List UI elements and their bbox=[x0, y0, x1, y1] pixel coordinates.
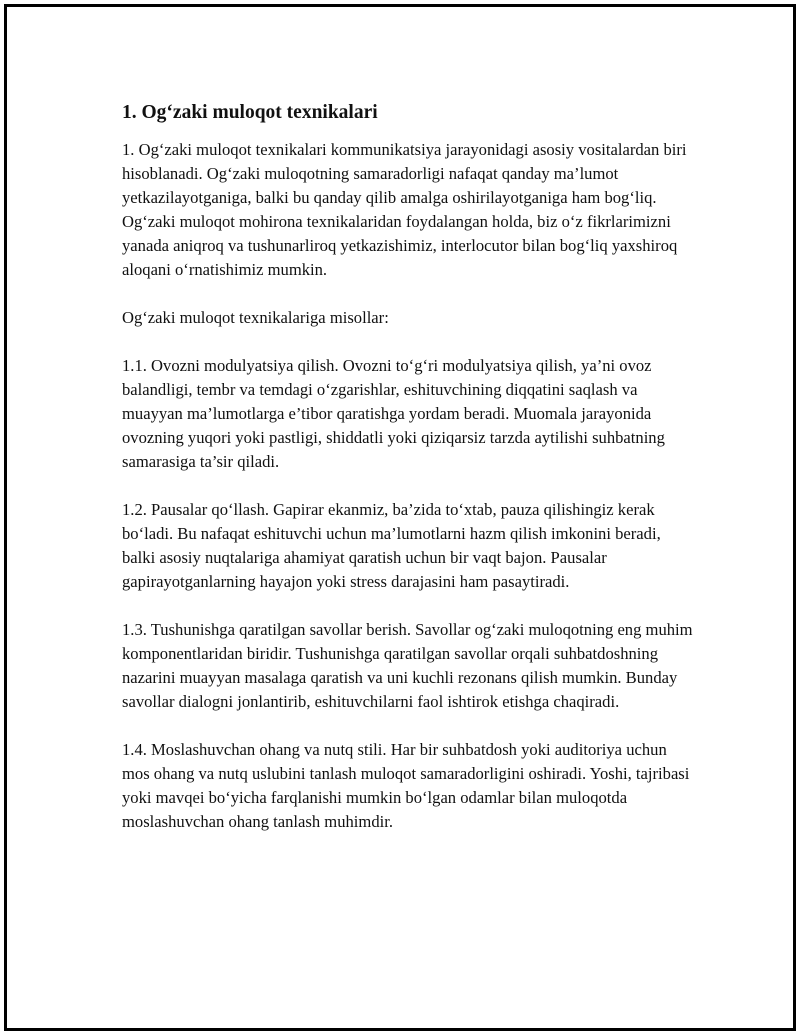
paragraph-questions: 1.3. Tushunishga qaratilgan savollar berish. Savollar og‘zaki muloqotning eng muhim komponentlaridan biridir. Tushunishga qaratilgan savollar orqali suhbatdoshning nazarini muayyan masalaga qaratish va uni kuchli rezonans qilish mumkin. Bunday savollar dialogni jonlantirib, eshituvchilarni faol ishtirok etishga chaqiradi. bbox=[122, 620, 693, 711]
paragraph-pauses: 1.2. Pausalar qo‘llash. Gapirar ekanmiz, ba’zida to‘xtab, pauza qilishingiz kerak bo‘ladi. Bu nafaqat eshituvchi uchun ma’lumotlarni hazm qilish imkonini beradi, balki asosiy nuqtalariga ahamiyat qaratish uchun bir vaqt bajon. Pausalar gapirayotganlarning hayajon yoki stress darajasini ham pasaytiradi. bbox=[122, 500, 661, 591]
page-frame bbox=[4, 4, 796, 1031]
paragraph-tone-style: 1.4. Moslashuvchan ohang va nutq stili. Har bir suhbatdosh yoki auditoriya uchun mos ohang va nutq uslubini tanlash muloqot samaradorligini oshiradi. Yoshi, tajribasi yoki mavqei bo‘yicha farqlanishi mumkin bo‘lgan odamlar bilan muloqotda moslashuvchan ohang tanlash muhimdir. bbox=[122, 740, 690, 831]
page-title: 1. Og‘zaki muloqot texnikalari bbox=[122, 102, 378, 123]
paragraph-examples-heading: Og‘zaki muloqot texnikalariga misollar: bbox=[122, 308, 389, 327]
document-body bbox=[122, 100, 697, 858]
paragraph-voice-modulation: 1.1. Ovozni modulyatsiya qilish. Ovozni to‘g‘ri modulyatsiya qilish, ya’ni ovoz balandligi, tembr va temdagi o‘zgarishlar, eshituvchining diqqatini saqlash va muayyan ma’lumotlarga e’tibor qaratishga yordam beradi. Muomala jarayonida ovozning yuqori yoki pastligi, shiddatli yoki qiziqarsiz tarzda aytilishi suhbatning samarasiga ta’sir qiladi. bbox=[122, 356, 665, 471]
paragraph-intro: 1. Og‘zaki muloqot texnikalari kommunikatsiya jarayonidagi asosiy vositalardan biri hisoblanadi. Og‘zaki muloqotning samaradorligi nafaqat qanday ma’lumot yetkazilayotganiga, balki bu qanday qilib amalga oshirilayotganiga ham bog‘liq. Og‘zaki muloqot mohirona texnikalaridan foydalangan holda, biz o‘z fikrlarimizni yanada aniqroq va tushunarliroq yetkazishimiz, interlocutor bilan bog‘liq yaxshiroq aloqani o‘rnatishimiz mumkin. bbox=[122, 140, 687, 279]
